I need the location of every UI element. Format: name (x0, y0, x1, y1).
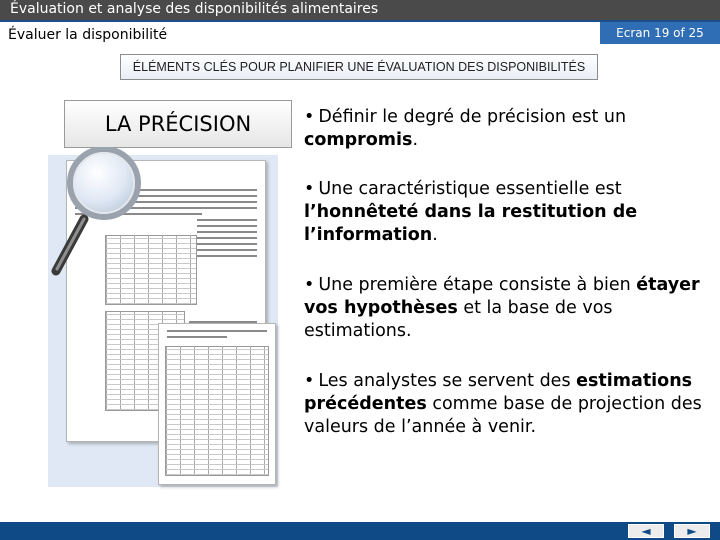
topic-title: LA PRÉCISION (64, 100, 292, 148)
section-header (0, 20, 720, 46)
bottom-nav-bar (0, 522, 720, 540)
list-item: • Une caractéristique essentielle est l’honnêteté dans la restitution de l’information. (304, 179, 638, 245)
screen-counter (600, 22, 720, 44)
magnifying-glass-icon (36, 147, 156, 277)
magnifier-over-documents-icon (48, 155, 278, 487)
screen-label: Ecran (616, 26, 651, 40)
key-elements-banner: ÉLÉMENTS CLÉS POUR PLANIFIER UNE ÉVALUATION DES DISPONIBILITÉS (120, 54, 598, 80)
list-item: • Définir le degré de précision est un compromis. (304, 107, 627, 150)
list-item: • Une première étape consiste à bien étayer vos hypothèses et la base de vos estimations. (304, 275, 700, 341)
screen-number: 19 of 25 (654, 26, 704, 40)
previous-button[interactable] (628, 524, 664, 538)
section-title: Évaluer la disponibilité (8, 27, 168, 43)
data-table-page-icon (158, 323, 276, 485)
app-title: Évaluation et analyse des disponibilités alimentaires (0, 0, 720, 20)
list-item: • Les analystes se servent des estimations précédentes comme base de projection des valeurs de l’année à venir. (304, 371, 702, 437)
arrow-left-icon: ◄ (641, 524, 651, 538)
next-button[interactable] (674, 524, 710, 538)
arrow-right-icon: ► (687, 524, 697, 538)
